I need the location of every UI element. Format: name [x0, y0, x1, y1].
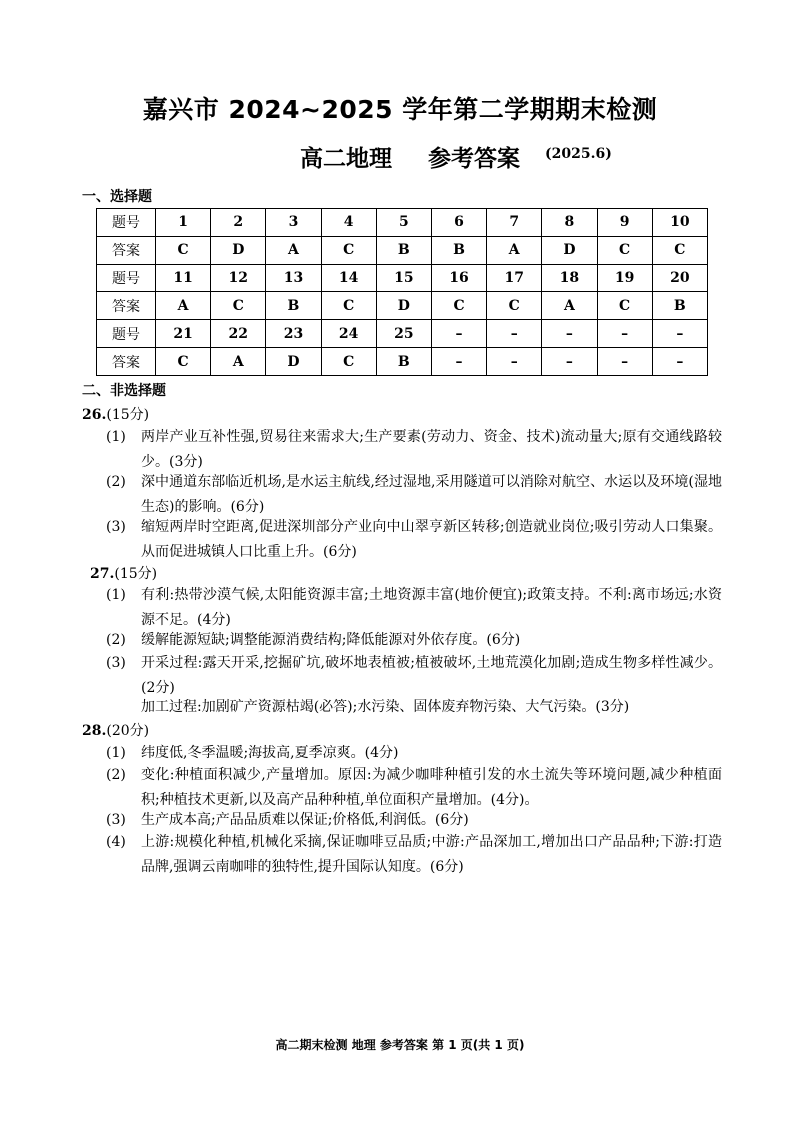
table-cell: 15	[376, 264, 431, 292]
table-cell: –	[597, 348, 652, 376]
table-cell: 19	[597, 264, 652, 292]
table-cell: 22	[211, 320, 266, 348]
table-cell: 2	[211, 209, 266, 237]
table-cell: C	[652, 236, 707, 264]
table-row	[97, 348, 708, 376]
table-cell: 16	[431, 264, 486, 292]
page-footer: 高二期末检测 地理 参考答案 第 1 页(共 1 页)	[275, 1038, 525, 1052]
item-text: 加工过程:加剧矿产资源枯竭(必答);水污染、固体废弃物污染、大气污染。(3分)	[141, 699, 630, 715]
item-text: 生产成本高;产品品质难以保证;价格低,利润低。(6分)	[141, 812, 469, 828]
question-score: (15分)	[114, 566, 158, 582]
table-cell: C	[156, 236, 211, 264]
table-cell: 1	[156, 209, 211, 237]
question-26-heading	[82, 404, 149, 424]
table-cell: C	[487, 292, 542, 320]
table-cell: D	[376, 292, 431, 320]
table-cell: 8	[542, 209, 597, 237]
table-cell: –	[542, 320, 597, 348]
row-header: 题号	[97, 320, 156, 348]
table-cell: A	[156, 292, 211, 320]
row-header: 题号	[97, 209, 156, 237]
row-header: 答案	[97, 348, 156, 376]
q27-extra	[106, 695, 722, 720]
table-cell: A	[211, 348, 266, 376]
table-cell: B	[376, 236, 431, 264]
table-cell: –	[487, 348, 542, 376]
table-cell: C	[321, 292, 376, 320]
item-number: (3)	[106, 655, 126, 671]
table-cell: –	[597, 320, 652, 348]
table-cell: 5	[376, 209, 431, 237]
table-cell: 13	[266, 264, 321, 292]
table-row	[97, 264, 708, 292]
table-cell: C	[597, 236, 652, 264]
table-cell: B	[376, 348, 431, 376]
item-number: (2)	[106, 767, 126, 783]
page-title: 嘉兴市 2024~2025 学年第二学期期末检测	[142, 95, 658, 124]
q27-item-2	[106, 628, 722, 653]
table-cell: A	[266, 236, 321, 264]
q26-item-2	[106, 470, 722, 520]
item-number: (3)	[106, 812, 126, 828]
item-number: (2)	[106, 474, 126, 490]
answer-key-label: 参考答案	[428, 146, 520, 172]
item-text: 缩短两岸时空距离,促进深圳部分产业向中山翠亨新区转移;创造就业岗位;吸引劳动人口集聚。从而促进城镇人口比重上升。(6分)	[141, 519, 722, 560]
q28-item-2	[106, 763, 722, 813]
table-cell: B	[431, 236, 486, 264]
table-cell: 14	[321, 264, 376, 292]
item-text: 上游:规模化种植,机械化采摘,保证咖啡豆品质;中游:产品深加工,增加出口产品品种;下游:打造品牌,强调云南咖啡的独特性,提升国际认知度。(6分)	[141, 834, 722, 875]
item-text: 深中通道东部临近机场,是水运主航线,经过湿地,采用隧道可以消除对航空、水运以及环境(湿地生态)的影响。(6分)	[141, 474, 722, 515]
item-text: 开采过程:露天开采,挖掘矿坑,破坏地表植被;植被破坏,土地荒漠化加剧;造成生物多样性减少。(2分)	[141, 655, 722, 696]
table-cell: 25	[376, 320, 431, 348]
table-cell: –	[431, 348, 486, 376]
table-cell: 9	[597, 209, 652, 237]
page-subtitle	[300, 140, 520, 173]
q26-item-1	[106, 425, 722, 475]
table-cell: 17	[487, 264, 542, 292]
item-number: (1)	[106, 429, 126, 445]
q27-item-1	[106, 583, 722, 633]
table-cell: 12	[211, 264, 266, 292]
question-score: (15分)	[106, 407, 150, 423]
table-cell: 20	[652, 264, 707, 292]
item-number: (1)	[106, 745, 126, 761]
question-27-heading	[90, 563, 157, 583]
question-number: 28.	[82, 723, 107, 739]
table-cell: B	[652, 292, 707, 320]
exam-date: (2025.6)	[545, 146, 612, 162]
table-cell: 3	[266, 209, 321, 237]
table-row	[97, 236, 708, 264]
question-score: (20分)	[106, 723, 150, 739]
subject-label: 高二地理	[300, 146, 392, 172]
item-text: 变化:种植面积减少,产量增加。原因:为减少咖啡种植引发的水土流失等环境问题,减少种植面积;种植技术更新,以及高产品种种植,单位面积产量增加。(4分)。	[141, 767, 722, 808]
item-text: 两岸产业互补性强,贸易往来需求大;生产要素(劳动力、资金、技术)流动量大;原有交通线路较少。(3分)	[141, 429, 722, 470]
table-cell: 21	[156, 320, 211, 348]
table-cell: C	[211, 292, 266, 320]
table-cell: 7	[487, 209, 542, 237]
row-header: 题号	[97, 264, 156, 292]
question-number: 27.	[90, 566, 115, 582]
q28-item-4	[106, 830, 722, 880]
table-cell: 6	[431, 209, 486, 237]
table-cell: –	[487, 320, 542, 348]
item-number: (1)	[106, 587, 126, 603]
item-number: (2)	[106, 632, 126, 648]
row-header: 答案	[97, 292, 156, 320]
table-cell: 11	[156, 264, 211, 292]
section-heading-nonchoice: 二、非选择题	[82, 383, 166, 399]
table-cell: 24	[321, 320, 376, 348]
section-heading-choice: 一、选择题	[82, 189, 152, 205]
table-cell: C	[321, 236, 376, 264]
table-row	[97, 292, 708, 320]
table-cell: D	[266, 348, 321, 376]
item-text: 纬度低,冬季温暖;海拔高,夏季凉爽。(4分)	[141, 745, 399, 761]
question-number: 26.	[82, 407, 107, 423]
table-cell: 18	[542, 264, 597, 292]
table-cell: –	[542, 348, 597, 376]
table-cell: 4	[321, 209, 376, 237]
table-cell: –	[652, 320, 707, 348]
table-cell: D	[211, 236, 266, 264]
table-cell: B	[266, 292, 321, 320]
q26-item-3	[106, 515, 722, 565]
table-cell: A	[542, 292, 597, 320]
item-number: (4)	[106, 834, 126, 850]
table-row	[97, 209, 708, 237]
item-number: (3)	[106, 519, 126, 535]
question-28-heading	[82, 720, 149, 740]
table-cell: 10	[652, 209, 707, 237]
table-cell: C	[156, 348, 211, 376]
table-row	[97, 320, 708, 348]
item-text: 有利:热带沙漠气候,太阳能资源丰富;土地资源丰富(地价便宜);政策支持。不利:离市场远;水资源不足。(4分)	[141, 587, 722, 628]
q27-item-3	[106, 651, 722, 701]
answer-table	[96, 208, 708, 376]
table-cell: A	[487, 236, 542, 264]
table-cell: C	[321, 348, 376, 376]
table-cell: 23	[266, 320, 321, 348]
table-cell: –	[431, 320, 486, 348]
table-cell: –	[652, 348, 707, 376]
table-cell: C	[431, 292, 486, 320]
row-header: 答案	[97, 236, 156, 264]
table-cell: D	[542, 236, 597, 264]
table-cell: C	[597, 292, 652, 320]
item-text: 缓解能源短缺;调整能源消费结构;降低能源对外依存度。(6分)	[141, 632, 521, 648]
